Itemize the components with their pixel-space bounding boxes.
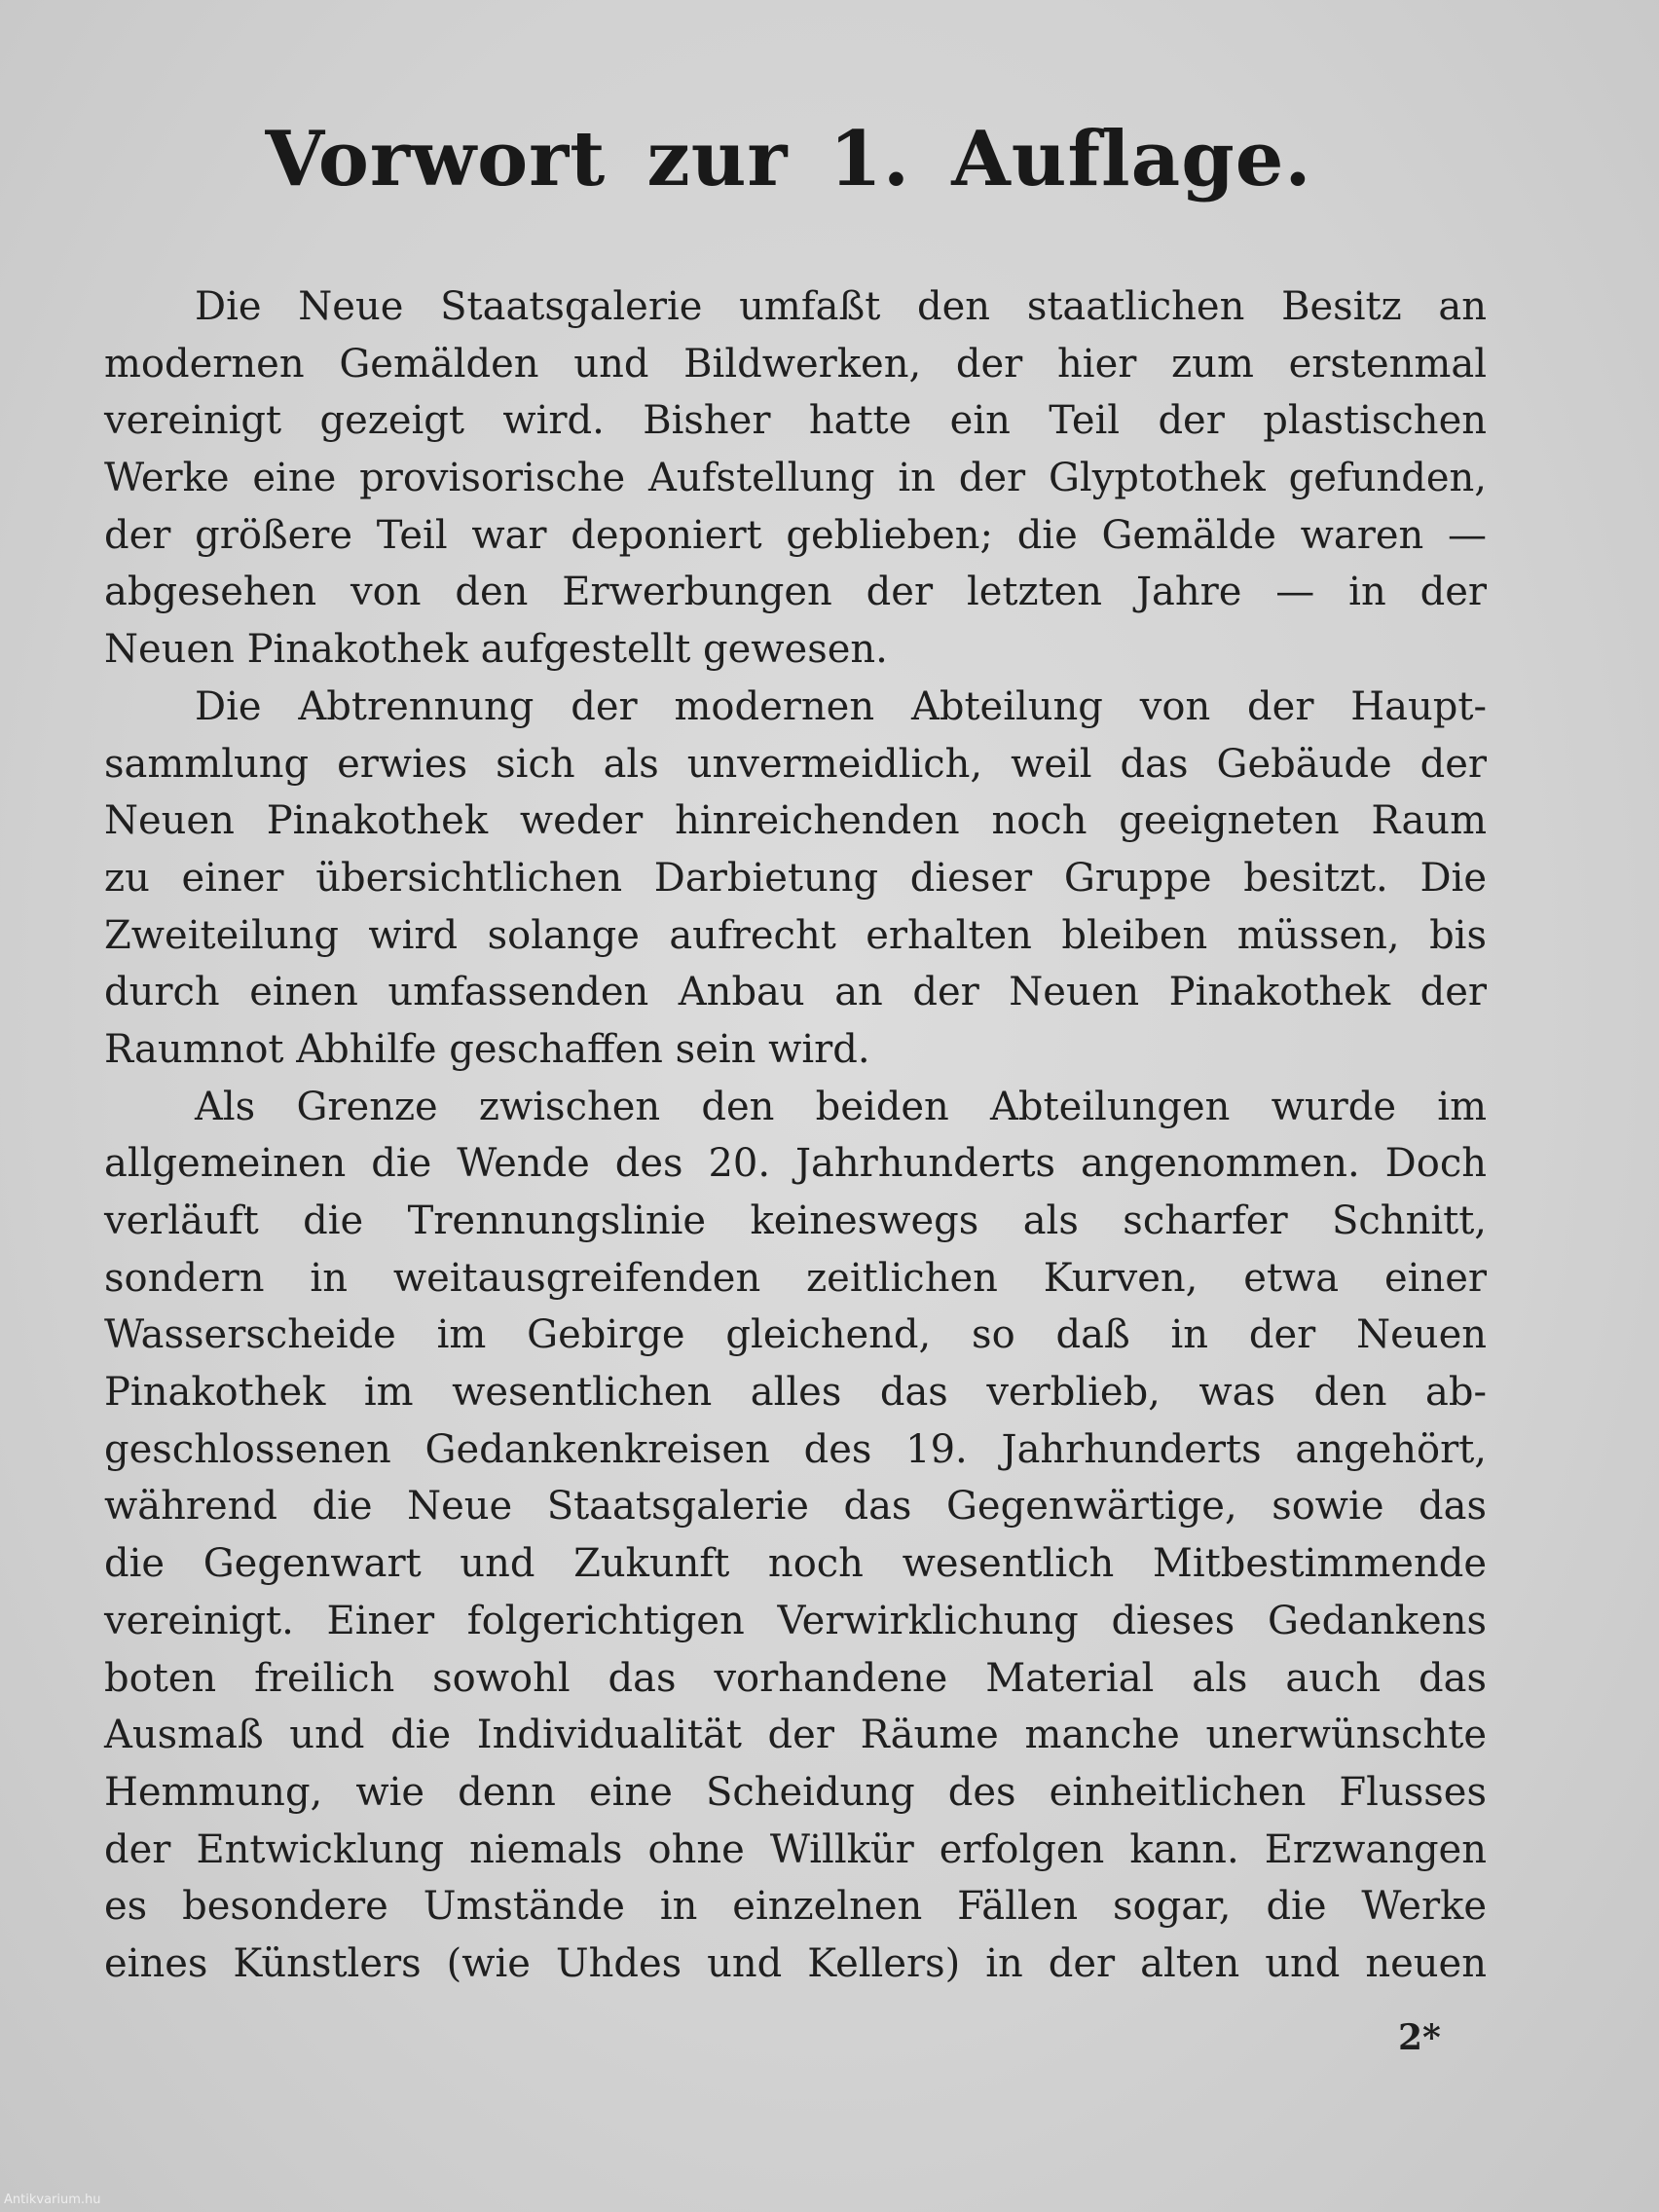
text-line: Neuen Pinakothek aufgestellt gewesen. <box>104 627 888 673</box>
text-line: es besondere Umstände in einzelnen Fällen sogar, die Werke <box>104 1884 1487 1930</box>
text-line: die Gegenwart und Zukunft noch wesentlich Mitbestimmende <box>104 1541 1487 1587</box>
text-line: der Entwicklung niemals ohne Willkür erfolgen kann. Erzwangen <box>104 1826 1487 1872</box>
page-number: 2* <box>1398 2017 1441 2058</box>
text-line: eines Künstlers (wie Uhdes und Kellers) in der alten und neuen <box>104 1940 1487 1986</box>
text-line: abgesehen von den Erwerbungen der letzten Jahre — in der <box>104 570 1487 615</box>
text-line: zu einer übersichtlichen Darbietung dieser Gruppe besitzt. Die <box>104 855 1487 901</box>
text-line: Die Neue Staatsgalerie umfaßt den staatlichen Besitz an <box>195 284 1487 329</box>
page-title: Vorwort zur 1. Auflage. <box>265 115 1312 203</box>
text-line: Neuen Pinakothek weder hinreichenden noch geeigneten Raum <box>104 798 1487 844</box>
text-line: Die Abtrennung der modernen Abteilung von der Haupt- <box>195 683 1487 729</box>
text-line: Hemmung, wie denn eine Scheidung des einheitlichen Flusses <box>104 1769 1487 1815</box>
watermark: Antikvarium.hu <box>4 2193 101 2207</box>
text-line: sondern in weitausgreifenden zeitlichen Kurven, etwa einer <box>104 1255 1487 1301</box>
text-line: der größere Teil war deponiert geblieben; die Gemälde waren — <box>104 512 1487 558</box>
text-line: sammlung erwies sich als unvermeidlich, weil das Gebäude der <box>104 741 1487 787</box>
text-line: Ausmaß und die Individualität der Räume manche unerwünschte <box>104 1713 1487 1758</box>
text-line: vereinigt. Einer folgerichtigen Verwirklichung dieses Gedankens <box>104 1598 1487 1643</box>
preface-text <box>104 278 1487 1993</box>
text-line: Als Grenze zwischen den beiden Abteilungen wurde im <box>195 1084 1487 1129</box>
text-line: durch einen umfassenden Anbau an der Neuen Pinakothek der <box>104 970 1487 1015</box>
text-line: Wasserscheide im Gebirge gleichend, so daß in der Neuen <box>104 1312 1487 1358</box>
text-line: modernen Gemälden und Bildwerken, der hier zum erstenmal <box>104 341 1487 387</box>
text-line: Pinakothek im wesentlichen alles das verblieb, was den ab- <box>104 1370 1487 1416</box>
text-line: Raumnot Abhilfe geschaffen sein wird. <box>104 1026 870 1072</box>
text-line: allgemeinen die Wende des 20. Jahrhunderts angenommen. Doch <box>104 1141 1487 1187</box>
text-line: verläuft die Trennungslinie keineswegs als scharfer Schnitt, <box>104 1198 1487 1243</box>
text-line: geschlossenen Gedankenkreisen des 19. Jahrhunderts angehört, <box>104 1426 1487 1472</box>
text-line: boten freilich sowohl das vorhandene Material als auch das <box>104 1655 1487 1701</box>
text-line: während die Neue Staatsgalerie das Gegenwärtige, sowie das <box>104 1484 1487 1530</box>
text-line: Zweiteilung wird solange aufrecht erhalten bleiben müssen, bis <box>104 912 1487 958</box>
text-line: vereinigt gezeigt wird. Bisher hatte ein Teil der plastischen <box>104 398 1487 444</box>
text-line: Werke eine provisorische Aufstellung in der Glyptothek gefunden, <box>104 456 1487 501</box>
